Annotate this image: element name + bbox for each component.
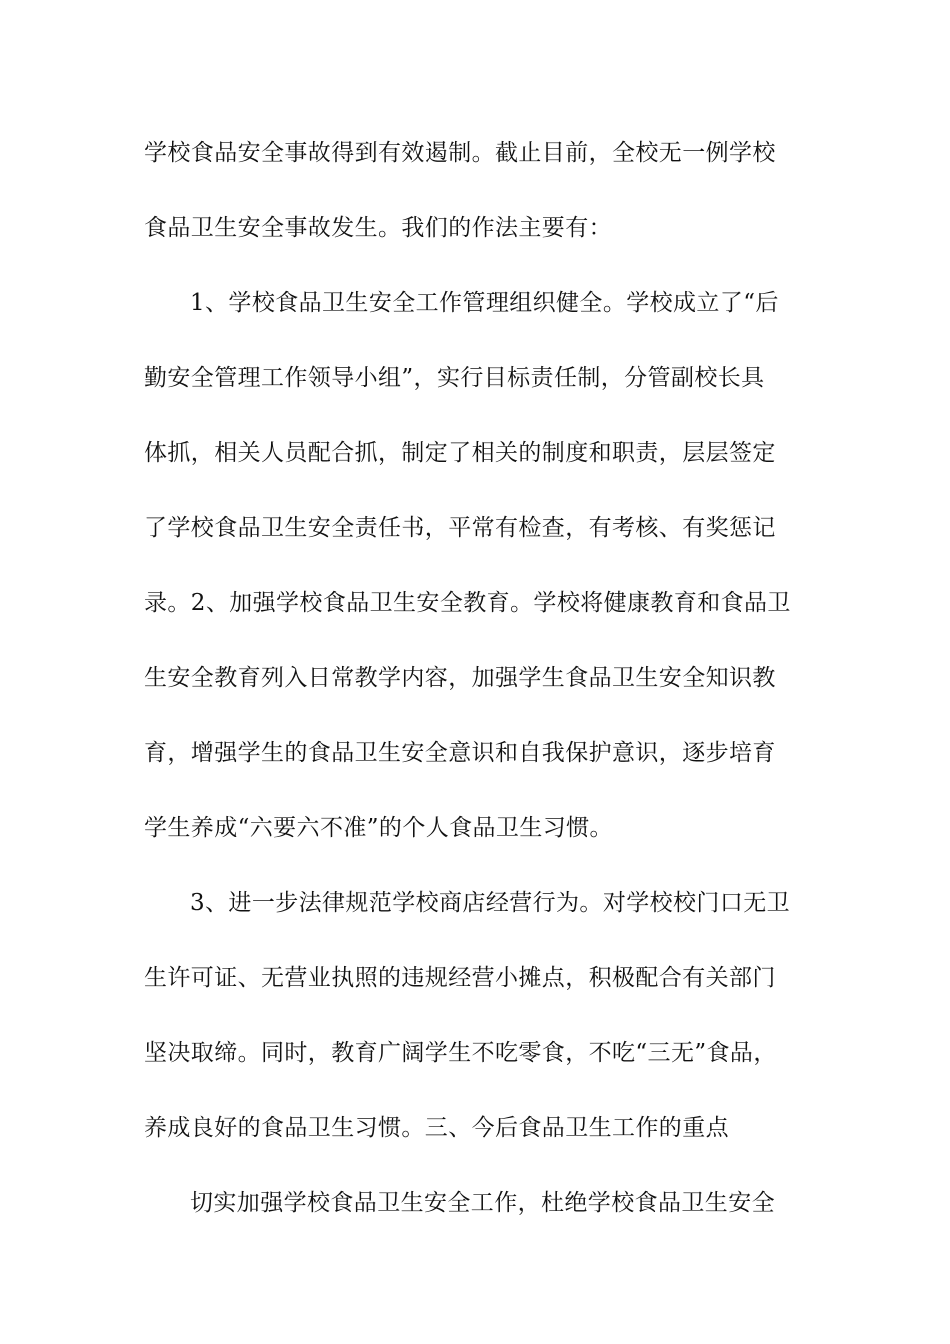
paragraph-line: 学校食品安全事故得到有效遏制。截止目前，全校无一例学校 (144, 140, 776, 166)
paragraph-line: 1、学校食品卫生安全工作管理组织健全。学校成立了“后 (190, 290, 779, 316)
paragraph-line: 生安全教育列入日常教学内容，加强学生食品卫生安全知识教 (144, 665, 776, 691)
paragraph-line: 生许可证、无营业执照的违规经营小摊点，积极配合有关部门 (144, 965, 776, 991)
paragraph-line: 3、进一步法律规范学校商店经营行为。对学校校门口无卫 (190, 890, 791, 916)
paragraph-line: 学生养成“六要六不准”的个人食品卫生习惯。 (144, 815, 613, 841)
paragraph-line: 食品卫生安全事故发生。我们的作法主要有： (144, 215, 612, 241)
paragraph-line: 切实加强学校食品卫生安全工作，杜绝学校食品卫生安全 (190, 1190, 775, 1216)
paragraph-line: 坚决取缔。同时，教育广阔学生不吃零食，不吃“三无”食品， (144, 1040, 777, 1066)
paragraph-line: 了学校食品卫生安全责任书，平常有检查，有考核、有奖惩记 (144, 515, 776, 541)
paragraph-line: 养成良好的食品卫生习惯。三、今后食品卫生工作的重点 (144, 1115, 729, 1141)
paragraph-line: 勤安全管理工作领导小组”，实行目标责任制，分管副校长具 (144, 365, 765, 391)
paragraph-line: 体抓，相关人员配合抓，制定了相关的制度和职责，层层签定 (144, 440, 776, 466)
paragraph-line: 育，增强学生的食品卫生安全意识和自我保护意识，逐步培育 (144, 740, 776, 766)
paragraph-line: 录。2、加强学校食品卫生安全教育。学校将健康教育和食品卫 (144, 590, 791, 616)
